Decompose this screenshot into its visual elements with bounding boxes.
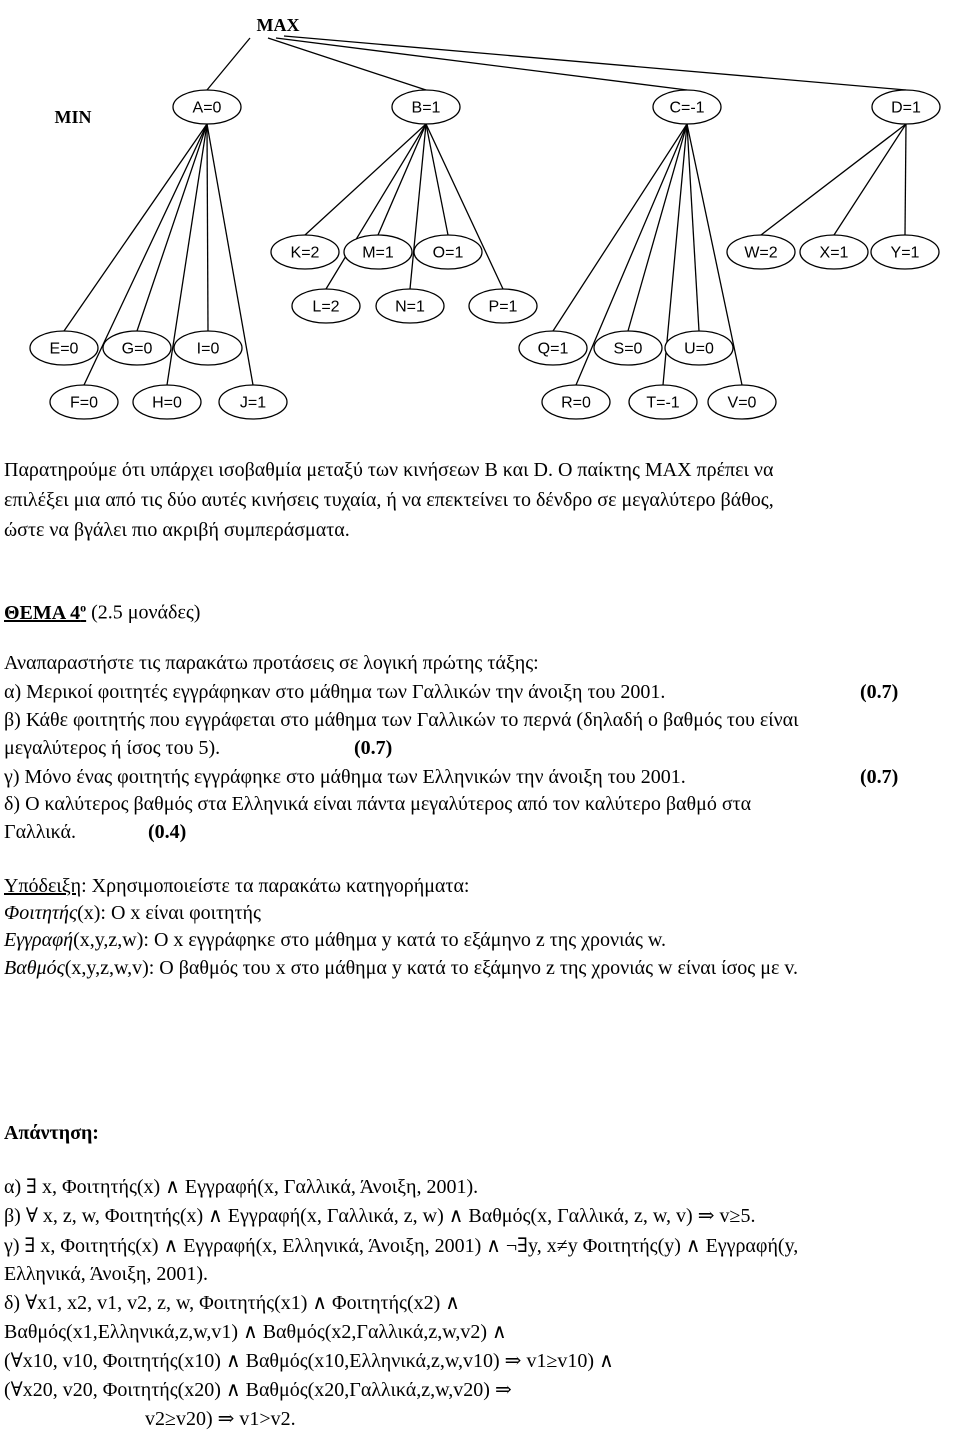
tree-node-label: S=0 xyxy=(613,340,643,358)
answer-d-line-4: (∀x20, v20, Φοιτητής(x20) ∧ Βαθμός(x20,Γαλλικά,z,w,v20) ⇒ xyxy=(4,1379,512,1401)
tree-node-label: N=1 xyxy=(395,298,425,316)
tree-node-O xyxy=(414,235,482,269)
statement-c: γ) Μόνο ένας φοιτητής εγγράφηκε στο μάθημα των Ελληνικών την άνοιξη του 2001. (0.7) xyxy=(4,762,956,792)
tree-node-I xyxy=(174,331,242,365)
tree-node-label: B=1 xyxy=(411,99,441,117)
tree-node-K xyxy=(271,235,339,269)
edge-D-Y xyxy=(905,124,906,235)
edge-root-C xyxy=(276,38,687,90)
tree-node-label: W=2 xyxy=(744,244,778,262)
tree-node-label: Q=1 xyxy=(537,340,569,358)
tree-node-label: E=0 xyxy=(49,340,79,358)
tree-node-D xyxy=(872,90,940,124)
answer-d-line-1: δ) ∀x1, x2, v1, v2, z, w, Φοιτητής(x1) ∧ Φοιτητής(x2) ∧ xyxy=(4,1292,460,1314)
statement-a-points: (0.7) xyxy=(860,681,899,703)
tree-node-C xyxy=(653,90,721,124)
tree-node-N xyxy=(376,289,444,323)
statement-b-points: (0.7) xyxy=(354,737,393,759)
tree-node-label: P=1 xyxy=(488,298,518,316)
observation-line-2: επιλέξει μια από τις δύο αυτές κινήσεις τυχαία, ή να επεκτείνει το δένδρο σε μεγαλύτερο βάθος, xyxy=(4,489,774,511)
statement-d-line-1: δ) Ο καλύτερος βαθμός στα Ελληνικά είναι πάντα μεγαλύτερος από τον καλύτερο βαθμό στα xyxy=(4,793,752,815)
edge-D-W xyxy=(761,124,906,235)
tree-node-S xyxy=(594,331,662,365)
tree-node-U xyxy=(665,331,733,365)
tree-node-Y xyxy=(871,235,939,269)
observation-line-1: Παρατηρούμε ότι υπάρχει ισοβαθμία μεταξύ των κινήσεων B και D. Ο παίκτης MAX πρέπει να xyxy=(4,459,774,481)
edge-B-M xyxy=(378,124,426,235)
statement-d-points: (0.4) xyxy=(148,821,187,843)
answer-c-line-2: Ελληνικά, Άνοιξη, 2001). xyxy=(4,1263,209,1285)
tree-node-label: C=-1 xyxy=(669,99,705,117)
theme-title xyxy=(4,592,956,628)
tree-node-B xyxy=(392,90,460,124)
tree-node-label: O=1 xyxy=(432,244,464,262)
theme-title-main: ΘΕΜΑ $4^o$ xyxy=(4,600,87,624)
statement-b-line-2: μεγαλύτερος ή ίσος του 5). (0.7) xyxy=(4,733,956,763)
answer-a: α) ∃ x, Φοιτητής(x) ∧ Εγγραφή(x, Γαλλικά, Άνοιξη, 2001). xyxy=(4,1176,479,1198)
tree-node-J xyxy=(219,385,287,419)
tree-node-E xyxy=(30,331,98,365)
answer-title: Απάντηση: xyxy=(4,1122,99,1144)
tree-node-label: H=0 xyxy=(152,394,182,412)
answer-d-line-2: Βαθμός(x1,Ελληνικά,z,w,v1) ∧ Βαθμός(x2,Γαλλικά,z,w,v2) ∧ xyxy=(4,1321,507,1343)
tree-node-label: K=2 xyxy=(290,244,320,262)
tree-node-V xyxy=(708,385,776,419)
tree-node-F xyxy=(50,385,118,419)
answer-d-line-5: v2≥v20) ⇒ v1>v2. xyxy=(145,1408,296,1430)
tree-node-label: L=2 xyxy=(312,298,340,316)
minimax-tree xyxy=(0,0,960,430)
tree-node-W xyxy=(727,235,795,269)
edge-root-D xyxy=(284,36,906,90)
tree-node-G xyxy=(103,331,171,365)
tree-node-label: G=0 xyxy=(121,340,153,358)
tree-node-label: V=0 xyxy=(727,394,757,412)
tree-node-label: R=0 xyxy=(561,394,591,412)
tree-node-label: X=1 xyxy=(819,244,849,262)
answer-c-line-1: γ) ∃ x, Φοιτητής(x) ∧ Εγγραφή(x, Ελληνικά, Άνοιξη, 2001) ∧ ¬∃y, x≠y Φοιτητής(y) ∧ Εγγραφή(y, xyxy=(4,1235,799,1257)
tree-node-M xyxy=(344,235,412,269)
edge-root-A xyxy=(207,38,250,90)
edge-B-O xyxy=(426,124,448,235)
tree-node-label: I=0 xyxy=(196,340,220,358)
tree-edges xyxy=(64,36,906,385)
tree-node-P xyxy=(469,289,537,323)
tree-node-label: T=-1 xyxy=(646,394,680,412)
tree-node-H xyxy=(133,385,201,419)
min-label: MIN xyxy=(54,107,92,127)
tree-node-label: D=1 xyxy=(891,99,921,117)
statement-b-line-1: β) Κάθε φοιτητής που εγγράφεται στο μάθημα των Γαλλικών το περνά (δηλαδή ο βαθμός του είναι xyxy=(4,709,799,731)
statement-a: α) Μερικοί φοιτητές εγγράφηκαν στο μάθημα των Γαλλικών την άνοιξη του 2001. (0.7) xyxy=(4,677,956,707)
tree-node-label: Y=1 xyxy=(890,244,920,262)
tree-node-L xyxy=(292,289,360,323)
tree-node-label: U=0 xyxy=(684,340,714,358)
predicate-enrollment: Εγγραφή(x,y,z,w): Ο x εγγράφηκε στο μάθημα y κατά το εξάμηνο z της χρονιάς w. xyxy=(4,929,667,951)
tree-node-R xyxy=(542,385,610,419)
tree-node-label: J=1 xyxy=(239,394,267,412)
predicate-student: Φοιτητής(x): Ο x είναι φοιτητής xyxy=(4,902,261,924)
tree-nodes xyxy=(30,90,940,419)
statement-c-points: (0.7) xyxy=(860,766,899,788)
edge-A-I xyxy=(207,124,208,331)
answer-d-line-3: (∀x10, v10, Φοιτητής(x10) ∧ Βαθμός(x10,Ελληνικά,z,w,v10) ⇒ v1≥v10) ∧ xyxy=(4,1350,614,1372)
theme-points: (2.5 μονάδες) xyxy=(91,601,201,624)
tree-node-T xyxy=(629,385,697,419)
hint-heading: Υπόδειξη: Χρησιμοποιείστε τα παρακάτω κατηγορήματα: xyxy=(4,875,470,897)
max-label: MAX xyxy=(256,15,300,35)
observation-line-3: ώστε να βγάλει πιο ακριβή συμπεράσματα. xyxy=(4,519,350,541)
tree-node-label: A=0 xyxy=(192,99,222,117)
hint-label: Υπόδειξη xyxy=(4,875,82,897)
tree-node-label: M=1 xyxy=(362,244,394,262)
answer-b: β) ∀ x, z, w, Φοιτητής(x) ∧ Εγγραφή(x, Γαλλικά, z, w) ∧ Βαθμός(x, Γαλλικά, z, w, v) ⇒ v≥5. xyxy=(4,1205,756,1227)
edge-A-G xyxy=(137,124,207,331)
edge-C-S xyxy=(628,124,687,331)
edge-D-X xyxy=(834,124,906,235)
edge-B-K xyxy=(305,124,426,235)
edge-A-E xyxy=(64,124,207,331)
tree-node-X xyxy=(800,235,868,269)
statement-d-line-2: Γαλλικά. (0.4) xyxy=(4,817,956,847)
tree-node-A xyxy=(173,90,241,124)
tree-node-label: F=0 xyxy=(69,394,99,412)
edge-C-Q xyxy=(553,124,687,331)
theme-intro: Αναπαραστήστε τις παρακάτω προτάσεις σε λογική πρώτης τάξης: xyxy=(4,652,539,674)
predicate-grade: Βαθμός(x,y,z,w,v): Ο βαθμός του x στο μάθημα y κατά το εξάμηνο z της χρονιάς w είναι ίσος με v. xyxy=(4,957,799,979)
tree-node-Q xyxy=(519,331,587,365)
